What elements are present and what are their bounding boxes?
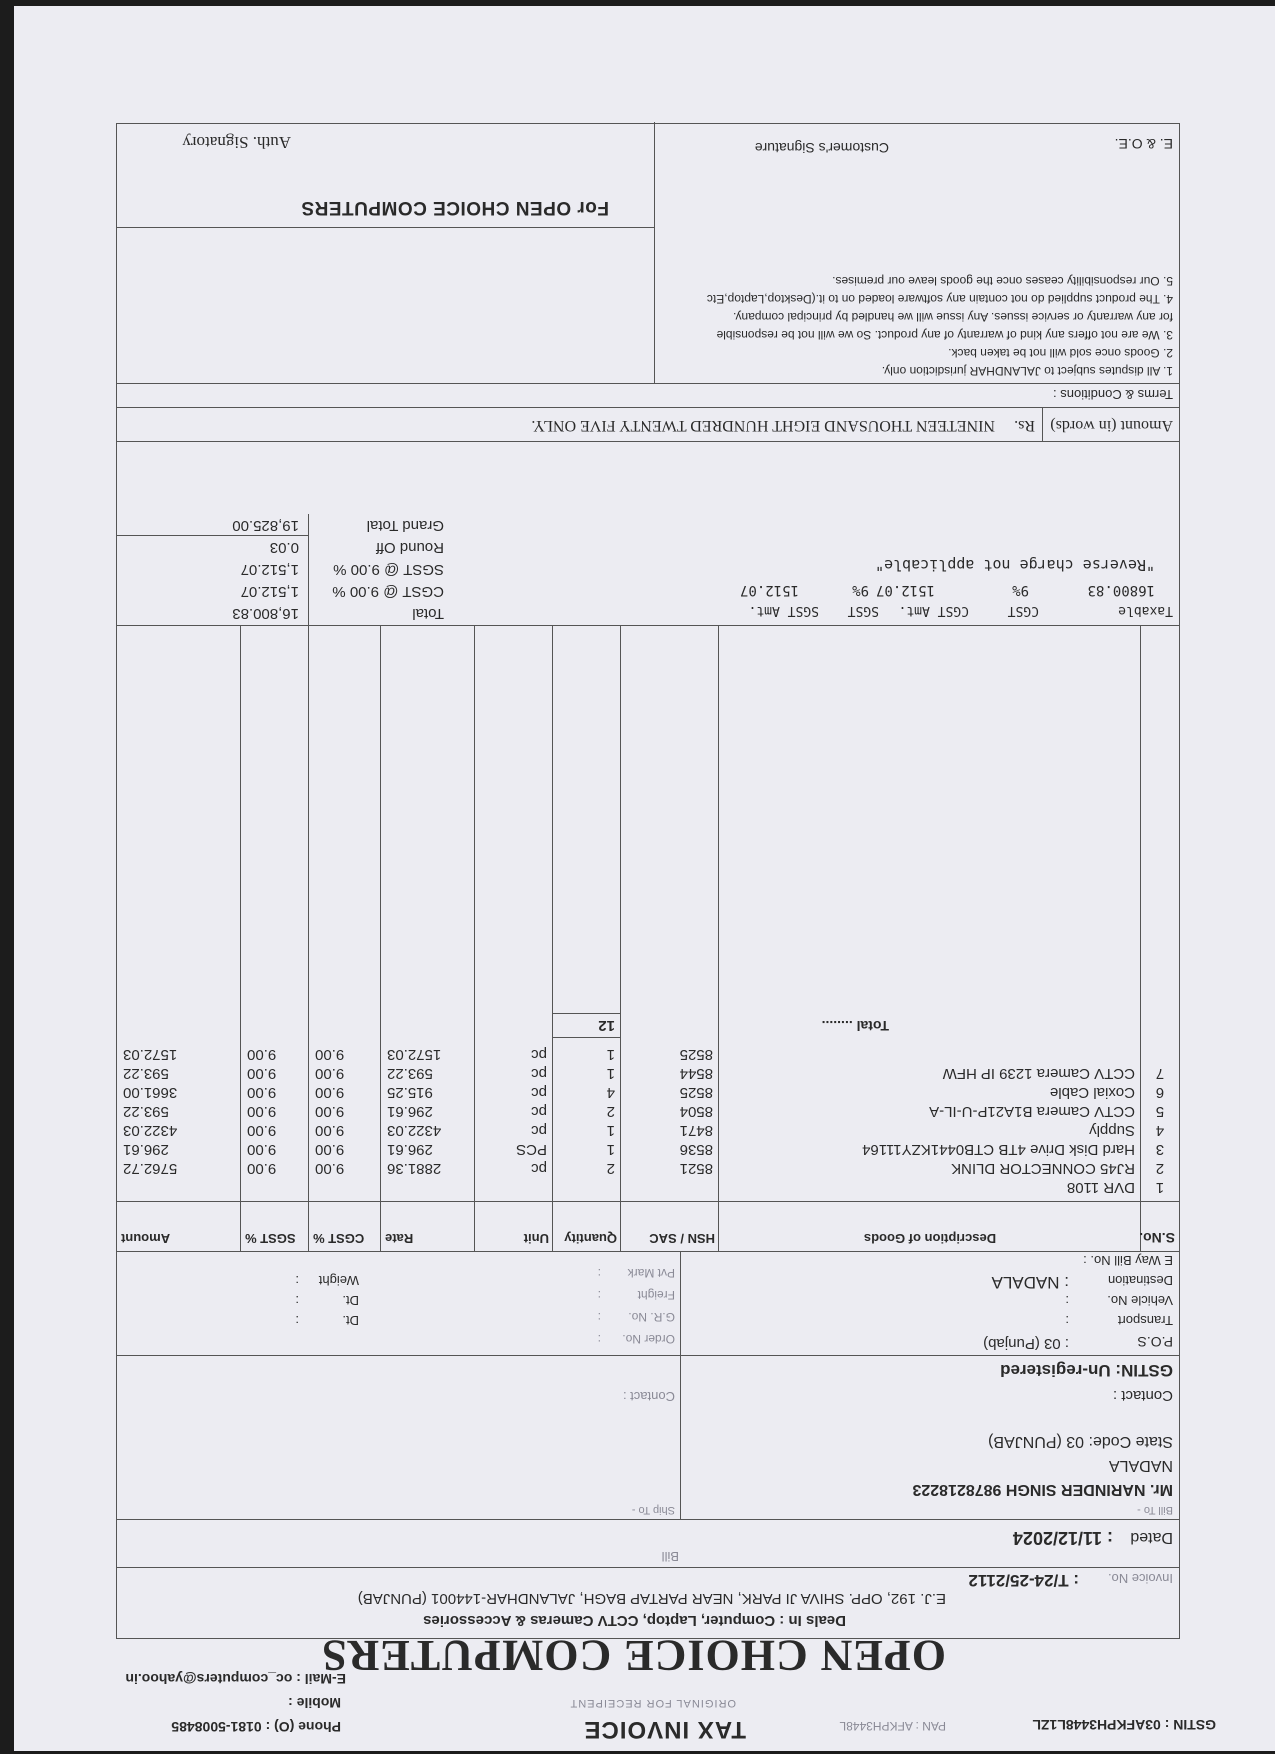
invoice-body [116,123,1180,1639]
table-cell-amount: 3661.00 [123,1084,178,1101]
terms-item: for any warranty or service issues. Any issue will we handled by principal company. [733,310,1173,324]
table-cell-amount: 296.61 [123,1141,169,1158]
table-header-sno: S.No. [1139,1230,1175,1246]
tax-header-0: Taxable [1118,603,1173,618]
table-cell-rate: 296.61 [387,1103,433,1120]
table-cell-cgst: 9.00 [315,1103,345,1120]
transport-dt-colon: : [295,1313,299,1328]
eoe: E. & O.E. [1114,136,1173,152]
deals-in: Deals In : Computer, Laptop, CCTV Cameras & Accessories [423,1612,846,1629]
tax-value-1: 9% [1012,582,1029,598]
totals-value-3: 0.03 [269,539,299,556]
tax-header-3: SGST [847,603,879,618]
table-header-sgst: SGST % [245,1231,296,1246]
table-cell-sno: 5 [1155,1103,1165,1120]
table-cell-sgst: 9.00 [247,1084,277,1101]
table-cell-hsn: 8504 [679,1103,713,1120]
dated-label: Dated [1130,1529,1173,1546]
table-cell-hsn: 8536 [679,1141,713,1158]
table-total-quantity: 12 [598,1017,615,1034]
totals-label-1: CGST @ 9.00 % [332,583,444,600]
table-cell-rate: 1572.03 [387,1046,442,1063]
transport-dt-label: Dt. [342,1313,359,1328]
transport-colon: : [1065,1313,1069,1328]
table-cell-rate: 593.22 [387,1065,433,1082]
table-cell-desc: Supply [1089,1122,1135,1139]
table-cell-sgst: 9.00 [247,1160,277,1177]
table-cell-hsn: 8471 [679,1122,713,1139]
table-cell-desc: DVR 1108 [1066,1179,1135,1196]
table-cell-amount: 1572.03 [123,1046,178,1063]
table-column-divider [380,626,381,1252]
table-column-divider [718,626,719,1252]
table-cell-unit: pc [531,1046,547,1063]
pvt-mark-label: Pvt Mark [627,1266,675,1280]
totals-label-2: SGST @ 9.00 % [333,561,444,578]
table-cell-sgst: 9.00 [247,1065,277,1082]
table-cell-sno: 4 [1155,1122,1165,1139]
table-cell-qty: 1 [606,1141,615,1158]
destination-label: Destination [1107,1273,1173,1288]
pos-label: P.O.S [1137,1334,1173,1350]
table-cell-sgst: 9.00 [247,1103,277,1120]
table-cell-unit: PCS [516,1141,547,1158]
amount-words-rs: Rs. [1014,417,1035,434]
table-header-rate: Rate [385,1231,414,1246]
table-header-desc: Description of Goods [863,1231,997,1246]
freight-colon: : [597,1288,601,1302]
table-header-qty: Quantity [564,1231,617,1246]
table-cell-unit: pc [531,1103,547,1120]
pos-value: : 03 (Punjab) [983,1335,1069,1352]
mobile: Mobile : [288,1695,341,1711]
invoice-sheet [14,6,1275,1751]
table-header-cgst: CGST % [313,1231,365,1246]
table-cell-hsn: 8525 [679,1084,713,1101]
table-header-amount: Amount [121,1231,171,1246]
table-cell-rate: 4322.03 [387,1122,442,1139]
company-address: E.J. 192, OPP. SHIVA JI PARK, NEAR PARTAP BAGH, JALANDHAR-144001 (PUNJAB) [357,1590,946,1607]
table-cell-qty: 1 [606,1122,615,1139]
weight-label: Weight [318,1273,359,1288]
table-cell-unit: pc [531,1160,547,1177]
invoice-no: : T/24-25/2112 [968,1571,1079,1590]
table-cell-sno: 6 [1155,1084,1165,1101]
bill-to-label: Bill To - [1137,1504,1173,1516]
copy-label: ORIGINAL FOR RECEIPENT [569,1697,736,1709]
for-company: For OPEN CHOICE COMPUTERS [300,197,609,218]
table-cell-cgst: 9.00 [315,1084,345,1101]
table-cell-desc: Coxial Cable [1049,1084,1135,1101]
vehicle-dt-label: Dt. [342,1293,359,1308]
freight-label: Freight [637,1288,675,1302]
terms-item: 1. All disputes subject to JALANDHAR jurisdiction only. [881,364,1173,378]
totals-value-2: 1,512.07 [240,561,299,578]
table-cell-sno: 2 [1155,1160,1165,1177]
customer-city: NADALA [1108,1457,1173,1474]
table-column-divider [1140,626,1141,1252]
table-cell-qty: 2 [606,1103,615,1120]
table-column-divider [620,626,621,1252]
ship-contact-label: Contact : [622,1389,675,1404]
table-cell-cgst: 9.00 [315,1046,345,1063]
invoice-title: TAX INVOICE [583,1716,746,1743]
table-cell-unit: pc [531,1122,547,1139]
table-column-divider [552,626,553,1252]
table-cell-desc: CCTV Camera B1A21P-U-IL-A [929,1103,1135,1120]
table-cell-cgst: 9.00 [315,1122,345,1139]
customer-signature: Customer's Signature [754,140,889,156]
table-cell-sno: 1 [1155,1179,1165,1196]
reverse-charge-note: "Reverse charge not applicable" [875,556,1155,574]
tax-header-1: CGST [1007,603,1039,618]
table-cell-qty: 4 [606,1084,615,1101]
vehicle-dt-colon: : [295,1293,299,1308]
table-header-hsn: HSN / SAC [649,1231,715,1246]
table-cell-amount: 4322.03 [123,1122,178,1139]
table-column-divider [474,626,475,1252]
pan-header: PAN : AFKPH3448L [839,1719,946,1733]
weight-colon: : [295,1273,299,1288]
totals-value-4: 19,825.00 [232,517,299,534]
table-cell-cgst: 9.00 [315,1160,345,1177]
table-cell-desc: RJ45 CONNECTOR DLINK [951,1160,1135,1177]
table-cell-hsn: 8525 [679,1046,713,1063]
table-cell-desc: Hard Disk Drive 4TB CTB0441KZY11164 [862,1141,1135,1158]
table-cell-sgst: 9.00 [247,1122,277,1139]
amount-words-text: NINETEEN THOUSAND EIGHT HUNDRED TWENTY FIVE ONLY. [531,417,995,434]
terms-item: 5. Our responsibility ceases once the goods leave our premises. [832,274,1173,288]
table-cell-amount: 593.22 [123,1103,169,1120]
table-cell-amount: 5762.72 [123,1160,178,1177]
table-cell-sgst: 9.00 [247,1046,277,1063]
company-name: OPEN CHOICE COMPUTERS [321,1631,946,1680]
table-total-label: Total ........ [821,1018,889,1034]
terms-title: Terms & Conditions : [1053,387,1173,402]
totals-label-0: Total [412,605,444,622]
table-cell-qty: 1 [606,1065,615,1082]
gstin-header: GSTIN : 03AFKPH3448L1ZL [1032,1717,1216,1733]
table-cell-sno: 3 [1155,1141,1165,1158]
table-column-divider [240,626,241,1252]
totals-value-0: 16,800.83 [232,605,299,622]
totals-value-1: 1,512.07 [240,583,299,600]
tax-header-2: CGST Amt. [898,603,969,618]
auth-signatory: Auth. Signatory [182,133,291,152]
table-cell-hsn: 8544 [679,1065,713,1082]
table-cell-amount: 593.22 [123,1065,169,1082]
table-cell-desc: CCTV Camera 1239 IP HFW [942,1065,1135,1082]
table-cell-unit: pc [531,1084,547,1101]
table-column-divider [308,626,309,1252]
amount-words-label: Amount (in words) [1050,417,1173,434]
state-code: State Code: 03 (PUNJAB) [988,1433,1173,1450]
contact-label: Contact : [1112,1387,1173,1404]
dated-value: : 11/12/2024 [1012,1528,1113,1548]
order-label: Order No. [622,1332,675,1346]
transport-label: Transport [1117,1313,1173,1328]
table-cell-hsn: 8521 [679,1160,713,1177]
table-header-unit: Unit [523,1231,549,1246]
table-cell-sno: 7 [1155,1065,1165,1082]
gr-label: G.R. No. [628,1310,675,1324]
tax-value-0: 16800.83 [1087,582,1155,598]
terms-item: 3. We are not offers any kind of warranty of any product. So we will not be responsible [716,328,1173,342]
table-cell-rate: 2881.36 [387,1160,442,1177]
phone: Phone (O) : 0181-5008485 [171,1719,341,1735]
customer-gstin: GSTIN: Un-registered [1000,1361,1173,1380]
table-cell-rate: 296.61 [387,1141,433,1158]
eway-label: E Way Bill No. : [1083,1253,1173,1268]
tax-value-4: 1512.07 [739,582,799,598]
order-colon: : [597,1332,601,1346]
vehicle-colon: : [1065,1293,1069,1308]
bill-label: Bill [661,1549,679,1564]
customer-name: Mr. NARINDER SINGH 9878218223 [912,1481,1173,1498]
tax-header-4: SGST Amt. [748,603,819,618]
ship-to-label: Ship To - [631,1504,675,1516]
totals-label-3: Round Off [375,539,444,556]
table-cell-rate: 915.25 [387,1084,433,1101]
table-cell-qty: 1 [606,1046,615,1063]
tax-value-3: 9% [852,582,869,598]
pvt-mark-colon: : [597,1266,601,1280]
table-cell-unit: pc [531,1065,547,1082]
email: E-Mail : oc_computers@yahoo.in [125,1671,346,1687]
tax-value-2: 1512.07 [875,582,935,598]
table-cell-sgst: 9.00 [247,1141,277,1158]
terms-item: 2. Goods once sold will not be taken back. [948,346,1173,360]
destination-value: : NADALA [991,1273,1069,1292]
invoice-no-label: Invoice No. [1107,1571,1173,1586]
vehicle-label: Vehicle No. [1107,1293,1173,1308]
totals-label-4: Grand Total [366,517,444,534]
table-cell-qty: 2 [606,1160,615,1177]
terms-item: 4. The product supplied do not contain any software loaded on to it.(Desktop,Laptop,Etc [706,292,1173,306]
table-cell-cgst: 9.00 [315,1141,345,1158]
table-cell-cgst: 9.00 [315,1065,345,1082]
gr-colon: : [597,1310,601,1324]
